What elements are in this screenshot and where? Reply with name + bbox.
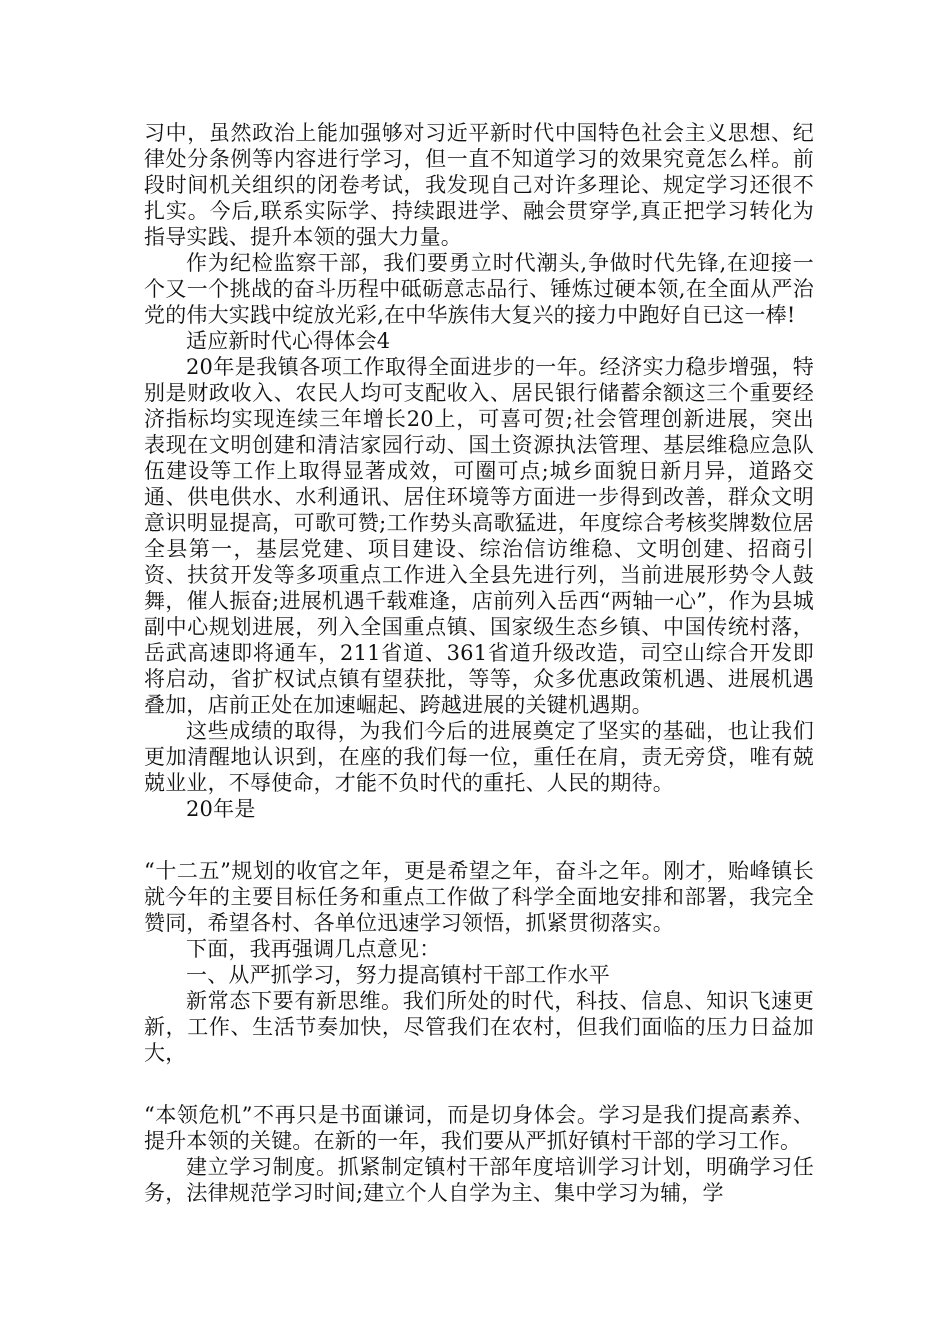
body-paragraph: “本领危机”不再只是书面谦词，而是切身体会。学习是我们提高素养、提升本领的关键。在新的一年，我们要从严抓好镇村干部的学习工作。	[144, 1103, 814, 1153]
body-paragraph: 20年是我镇各项工作取得全面进步的一年。经济实力稳步增强，特别是财政收入、农民人均可支配收入、居民银行储蓄余额这三个重要经济指标均实现连续三年增长20上，可喜可贺;社会管理创新进展，突出表现在文明创建和清洁家园行动、国土资源执法管理、基层维稳应急队伍建设等工作上取得显著成效，可圈可点;城乡面貌日新月异，道路交通、供电供水、水利通讯、居住环境等方面进一步得到改善，群众文明意识明显提高，可歌可赞;工作势头高歌猛进，年度综合考核奖牌数位居全县第一，基层党建、项目建设、综治信访维稳、文明创建、招商引资、扶贫开发等多项重点工作进入全县先进行列，当前进展形势令人鼓舞，催人振奋;进展机遇千载难逢，店前列入岳西“两轴一心”，作为县城副中心规划进展，列入全国重点镇、国家级生态乡镇、中国传统村落，岳武高速即将通车，211省道、361省道升级改造，司空山综合开发即将启动，省扩权试点镇有望获批，等等，众多优惠政策机遇、进展机遇叠加，店前正处在加速崛起、跨越进展的关键机遇期。	[144, 355, 814, 717]
body-paragraph: 20年是	[186, 797, 256, 821]
document-page	[144, 120, 814, 1206]
body-paragraph: 习中，虽然政治上能加强够对习近平新时代中国特色社会主义思想、纪律处分条例等内容进行学习，但一直不知道学习的效果究竟怎么样。前段时间机关组织的闭卷考试，我发现自己对许多理论、规定学习还很不扎实。今后,联系实际学、持续跟进学、融会贯穿学,真正把学习转化为指导实践、提升本领的强大力量。	[144, 121, 814, 249]
body-paragraph: 建立学习制度。抓紧制定镇村干部年度培训学习计划，明确学习任务，法律规范学习时间;建立个人自学为主、集中学习为辅，学	[144, 1155, 814, 1205]
body-paragraph: 这些成绩的取得，为我们今后的进展奠定了坚实的基础，也让我们更加清醒地认识到，在座的我们每一位，重任在肩，责无旁贷，唯有兢兢业业，不辱使命，才能不负时代的重托、人民的期待。	[144, 719, 814, 795]
section-heading: 适应新时代心得体会4	[186, 329, 391, 353]
subsection-heading: 一、从严抓学习，努力提高镇村干部工作水平	[186, 963, 610, 987]
body-paragraph: 下面，我再强调几点意见：	[186, 937, 441, 961]
body-paragraph: “十二五”规划的收官之年，更是希望之年，奋斗之年。刚才，贻峰镇长就今年的主要目标任务和重点工作做了科学全面地安排和部署，我完全赞同，希望各村、各单位迅速学习领悟，抓紧贯彻落实。	[144, 859, 814, 935]
body-paragraph: 新常态下要有新思维。我们所处的时代，科技、信息、知识飞速更新，工作、生活节奏加快，尽管我们在农村，但我们面临的压力日益加大，	[144, 989, 814, 1065]
body-paragraph: 作为纪检监察干部，我们要勇立时代潮头,争做时代先锋,在迎接一个又一个挑战的奋斗历程中砥砺意志品行、锤炼过硬本领,在全面从严治党的伟大实践中绽放光彩,在中华族伟大复兴的接力中跑好自已这一棒!	[144, 251, 814, 327]
